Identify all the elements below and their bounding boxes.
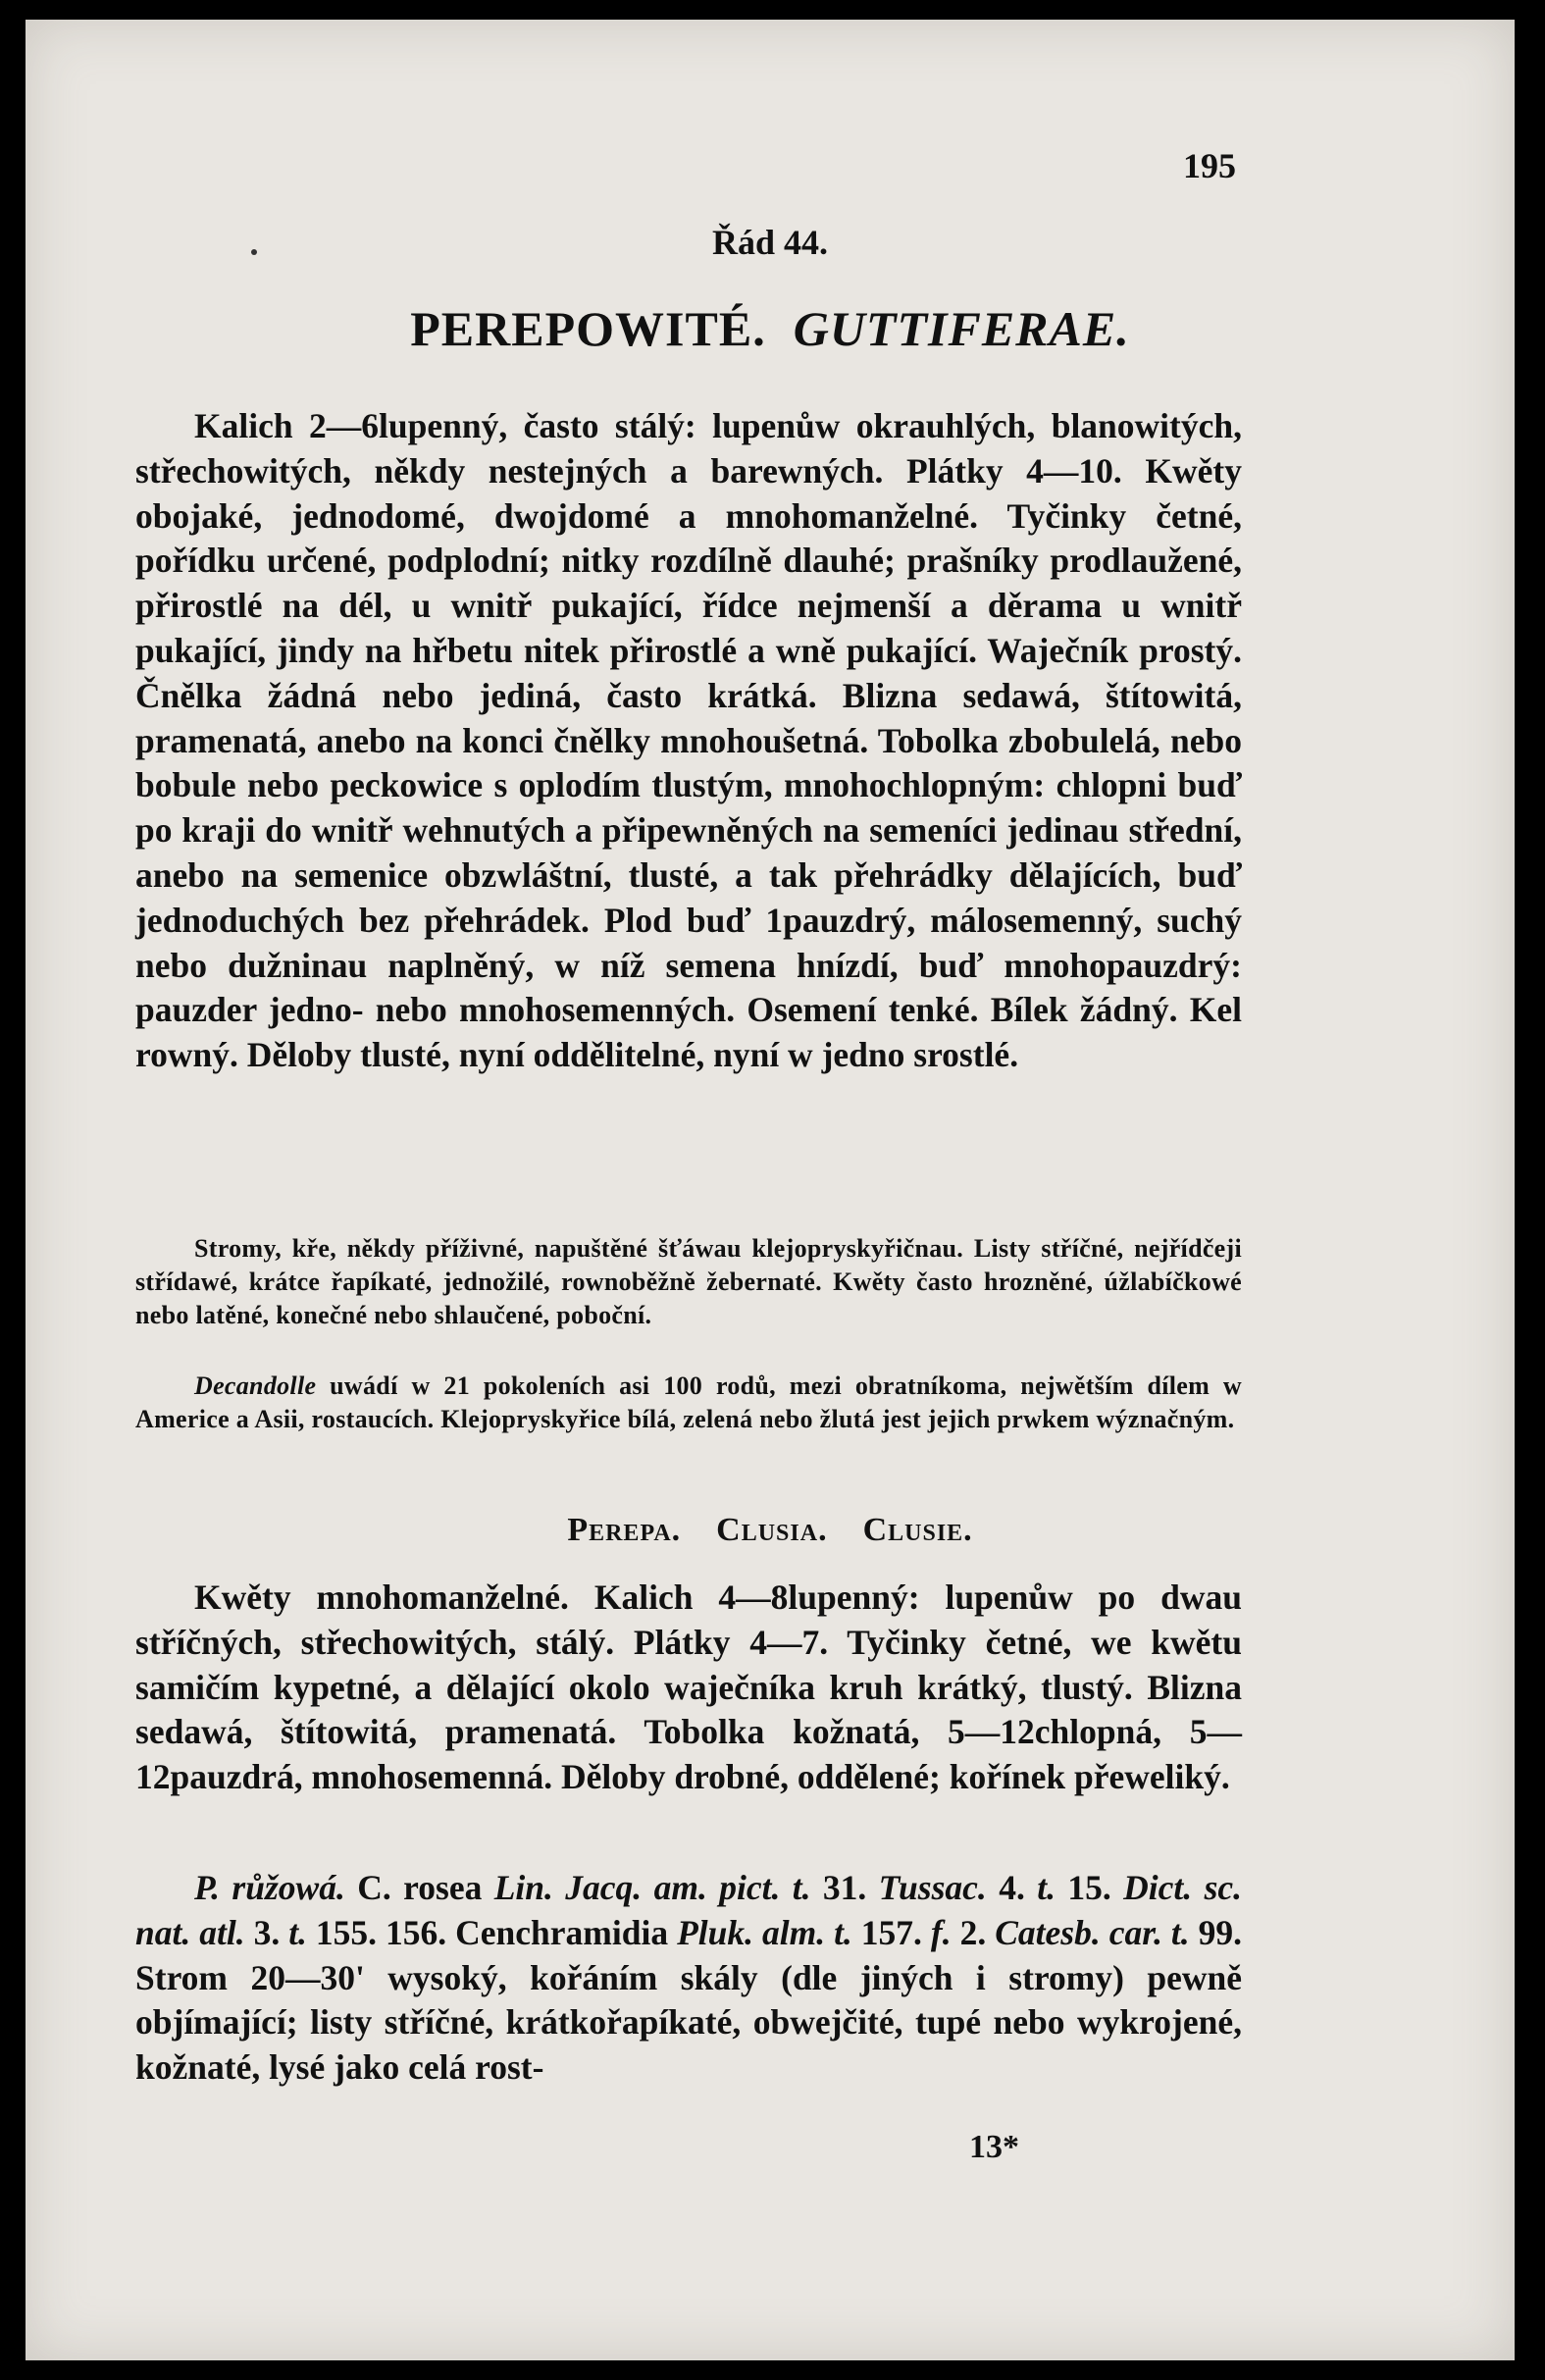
citation-ref: Dict. sc. nat. atl. <box>135 1868 1243 1952</box>
genus-linnaean-name: Clusie. <box>862 1512 973 1548</box>
citation-number: 3. <box>244 1912 289 1952</box>
citation-text: 155. 156. Cenchramidia <box>306 1912 678 1952</box>
genus-czech-name: Perepa. <box>567 1512 682 1548</box>
citation-ref: t. <box>1037 1868 1056 1907</box>
citation-authors: Lin. Jacq. am. pict. t. <box>493 1868 811 1907</box>
family-latin-name: GUTTIFERAE. <box>793 301 1130 356</box>
citation-number: 157. <box>851 1912 931 1952</box>
family-czech-name: PEREPOWITÉ. <box>410 301 766 356</box>
habit-note-text: Stromy, kře, někdy příživné, napuštěné šťáwau klejopryskyřičnau. Listy stříčné, nejřídčeji střídawé, krátce řapíkaté, jednožilé, rownoběžně žebernaté. Kwěty často hrozněné, úžlabíčkowé nebo latěné, konečné nebo shlaučené, poboční. <box>135 1234 1242 1329</box>
author-name: Decandolle <box>194 1371 317 1400</box>
citation-number: 31. <box>810 1868 879 1907</box>
order-heading: Řád 44. <box>711 223 829 262</box>
genus-description <box>135 1576 1242 1800</box>
signature-mark: 13* <box>969 2129 1019 2165</box>
citation-number: 15. <box>1055 1868 1124 1907</box>
distribution-note-text: uwádí w 21 pokoleních asi 100 rodů, mezi obratníkoma, nejwětším dílem w Americe a Asii, rostaucích. Klejopryskyřice bílá, zelená nebo žlutá jest jejich prwkem wýznačným. <box>135 1371 1242 1433</box>
genus-heading <box>26 1512 1515 1549</box>
genus-description-text: Kwěty mnohomanželné. Kalich 4—8lupenný: lupenůw po dwau stříčných, střechowitých, stálý. Plátky 4—7. Tyčinky četné, we kwětu samičím kypetné, a dělající okolo waječníka kruh krátký, tlustý. Blizna sedawá, štítowitá, pramenatá. Tobolka kožnatá, 5—12chlopná, 5—12pauzdrá, mnohosemenná. Děloby drobné, oddělené; kořínek přeweliký. <box>135 1578 1242 1797</box>
citation-ref: f. <box>930 1912 952 1952</box>
species-name: P. růžowá. <box>194 1868 345 1907</box>
citation-ref: t. <box>288 1912 307 1952</box>
citation-ref: Catesb. car. t. <box>995 1912 1190 1952</box>
habit-note <box>135 1232 1242 1332</box>
species-text: 99. Strom 20—30' wysoký, kořáním skály (dle jiných i stromy) pewně objímající; listy stříčné, krátkořapíkaté, obwejčité, tupé nebo wykrojené, kožnaté, lysé jako celá rost- <box>135 1912 1243 2088</box>
distribution-note <box>135 1370 1242 1436</box>
species-synonym: C. rosea <box>344 1868 494 1907</box>
book-page <box>26 20 1515 2360</box>
citation-ref: Pluk. alm. t. <box>677 1912 852 1952</box>
page-number: 195 <box>1183 146 1236 185</box>
citation-number: 2. <box>951 1912 996 1952</box>
species-body <box>135 1866 1242 2091</box>
genus-latin-name: Clusia. <box>716 1512 828 1548</box>
citation-number: 4. <box>986 1868 1038 1907</box>
distribution-note-body <box>135 1370 1242 1436</box>
citation-ref: Tussac. <box>878 1868 987 1907</box>
family-title <box>26 300 1515 357</box>
family-description-text: Kalich 2—6lupenný, často stálý: lupenůw okrauhlých, blanowitých, střechowitých, někdy nestejných a barewných. Plátky 4—10. Kwěty obojaké, jednodomé, dwojdomé a mnohomanželné. Tyčinky četné, pořídku určené, podplodní; nitky rozdílně dlauhé; prašníky prodlaužené, přirostlé na dél, u wnitř pukající, řídce nejmenší a děrama u wnitř pukající, jindy na hřbetu nitek přirostlé a wně pukající. Waječník prostý. Čnělka žádná nebo jediná, často krátká. Blizna sedawá, štítowitá, pramenatá, anebo na konci čnělky mnohoušetná. Tobolka zbobulelá, nebo bobule nebo peckowice s oplodím tlustým, mnohochlopným: chlopni buď po kraji do wnitř wehnutých a připewněných na semeníci jedinau střední, anebo na semenice obzwláštní, tlusté, a tak přehrádky dělajících, buď jednoduchých bez přehrádek. Plod buď 1pauzdrý, málosemenný, suchý nebo dužninau naplněný, w níž semena hnízdí, buď mnohopauzdrý: pauzder jedno- nebo mnohosemenných. Osemení tenké. Bílek žádný. Kel rowný. Děloby tlusté, nyní oddělitelné, nyní w jedno srostlé. <box>135 406 1242 1075</box>
species-description <box>135 1866 1242 2091</box>
family-description <box>135 404 1242 1078</box>
